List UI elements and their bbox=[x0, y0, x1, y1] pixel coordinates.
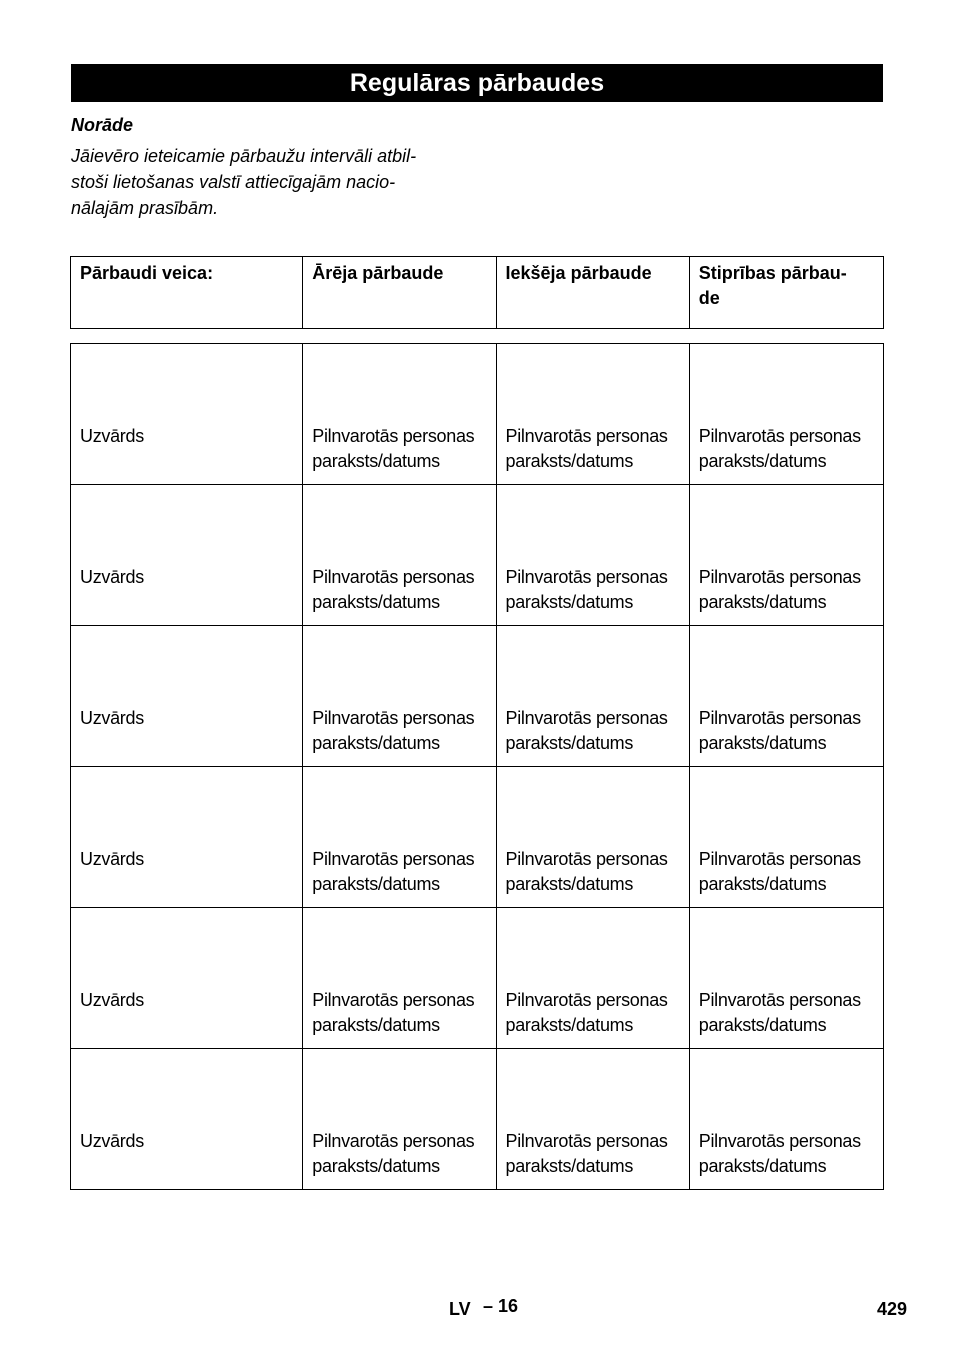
signature-label-line: paraksts/datums bbox=[505, 874, 634, 894]
surname-label: Uzvārds bbox=[80, 990, 144, 1010]
surname-cell bbox=[71, 767, 303, 908]
table-header-row bbox=[71, 257, 884, 329]
signature-label-line: paraksts/datums bbox=[312, 874, 440, 894]
header-external-inspection: Ārēja pārbaude bbox=[303, 257, 496, 329]
signature-label-line: paraksts/datums bbox=[312, 1156, 440, 1176]
signature-label-line: Pilnvarotās personas bbox=[505, 567, 668, 587]
signature-label bbox=[506, 847, 680, 907]
signature-label-line: Pilnvarotās personas bbox=[505, 1131, 668, 1151]
signature-label-line: paraksts/datums bbox=[312, 451, 440, 471]
signature-label-line: paraksts/datums bbox=[505, 592, 634, 612]
header-inspected-by: Pārbaudi veica: bbox=[71, 257, 303, 329]
signature-label bbox=[699, 847, 874, 907]
external-signature-cell bbox=[303, 908, 496, 1049]
internal-signature-cell bbox=[496, 626, 689, 767]
signature-label-line: paraksts/datums bbox=[698, 1156, 827, 1176]
signature-label-line: Pilnvarotās personas bbox=[312, 567, 475, 587]
signature-label bbox=[312, 424, 486, 484]
footer-section-page: – 16 bbox=[483, 1296, 519, 1316]
external-signature-cell bbox=[303, 344, 496, 485]
external-signature-cell bbox=[303, 626, 496, 767]
signature-label-line: Pilnvarotās personas bbox=[698, 849, 861, 869]
surname-label: Uzvārds bbox=[80, 426, 144, 446]
signature-label-line: paraksts/datums bbox=[505, 1015, 634, 1035]
signature-label bbox=[312, 847, 486, 907]
signature-label-line: Pilnvarotās personas bbox=[698, 426, 861, 446]
signature-label-line: paraksts/datums bbox=[698, 733, 827, 753]
signature-label-line: paraksts/datums bbox=[698, 1015, 827, 1035]
table-row bbox=[71, 908, 884, 1049]
external-signature-cell bbox=[303, 767, 496, 908]
signature-label-line: Pilnvarotās personas bbox=[505, 708, 668, 728]
inspection-records-table bbox=[70, 343, 884, 1190]
external-signature-cell bbox=[303, 485, 496, 626]
note-heading: Norāde bbox=[71, 115, 134, 135]
signature-label-line: Pilnvarotās personas bbox=[312, 990, 475, 1010]
signature-label bbox=[506, 988, 680, 1048]
signature-label-line: Pilnvarotās personas bbox=[698, 567, 861, 587]
signature-label bbox=[312, 1129, 486, 1189]
strength-signature-cell bbox=[689, 485, 883, 626]
signature-label-line: Pilnvarotās personas bbox=[698, 708, 861, 728]
signature-label-line: Pilnvarotās personas bbox=[505, 990, 668, 1010]
strength-signature-cell bbox=[689, 767, 883, 908]
note-line: nālajām prasībām. bbox=[71, 198, 219, 218]
signature-label bbox=[506, 565, 680, 625]
signature-label-line: Pilnvarotās personas bbox=[312, 426, 475, 446]
strength-signature-cell bbox=[689, 626, 883, 767]
signature-label bbox=[506, 706, 680, 766]
note-line: stoši lietošanas valstī attiecīgajām nacio- bbox=[71, 172, 396, 192]
page-title: Regulāras pārbaudes bbox=[71, 64, 883, 102]
footer-page-number: 429 bbox=[877, 1299, 908, 1319]
signature-label-line: paraksts/datums bbox=[505, 733, 634, 753]
signature-label-line: Pilnvarotās personas bbox=[505, 426, 668, 446]
surname-label: Uzvārds bbox=[80, 849, 144, 869]
strength-signature-cell bbox=[689, 1049, 883, 1190]
signature-label-line: paraksts/datums bbox=[505, 1156, 634, 1176]
signature-label-line: Pilnvarotās personas bbox=[312, 1131, 475, 1151]
surname-cell bbox=[71, 344, 303, 485]
table-row bbox=[71, 344, 884, 485]
signature-label-line: Pilnvarotās personas bbox=[312, 708, 475, 728]
signature-label-line: paraksts/datums bbox=[312, 1015, 440, 1035]
signature-label bbox=[699, 988, 874, 1048]
internal-signature-cell bbox=[496, 344, 689, 485]
signature-label bbox=[699, 706, 874, 766]
signature-label-line: Pilnvarotās personas bbox=[312, 849, 475, 869]
signature-label-line: paraksts/datums bbox=[698, 451, 827, 471]
inspection-header-table bbox=[70, 256, 884, 329]
external-signature-cell bbox=[303, 1049, 496, 1190]
table-row bbox=[71, 1049, 884, 1190]
internal-signature-cell bbox=[496, 767, 689, 908]
signature-label bbox=[699, 1129, 874, 1189]
surname-label: Uzvārds bbox=[80, 1131, 144, 1151]
note-line: Jāievēro ieteicamie pārbaužu intervāli atbil- bbox=[71, 146, 417, 166]
header-strength-test bbox=[689, 257, 883, 329]
signature-label-line: paraksts/datums bbox=[312, 733, 440, 753]
internal-signature-cell bbox=[496, 908, 689, 1049]
table-row bbox=[71, 626, 884, 767]
signature-label bbox=[699, 565, 874, 625]
signature-label-line: paraksts/datums bbox=[312, 592, 440, 612]
note-text bbox=[71, 143, 471, 221]
signature-label-line: paraksts/datums bbox=[698, 874, 827, 894]
signature-label bbox=[506, 1129, 680, 1189]
table-row bbox=[71, 485, 884, 626]
header-internal-inspection: Iekšēja pārbaude bbox=[496, 257, 689, 329]
signature-label bbox=[312, 706, 486, 766]
header-strength-test-line: de bbox=[698, 288, 720, 308]
surname-label: Uzvārds bbox=[80, 567, 144, 587]
surname-cell bbox=[71, 908, 303, 1049]
strength-signature-cell bbox=[689, 908, 883, 1049]
header-strength-test-line: Stiprības pārbau- bbox=[698, 263, 847, 283]
signature-label bbox=[699, 424, 874, 484]
internal-signature-cell bbox=[496, 485, 689, 626]
strength-signature-cell bbox=[689, 344, 883, 485]
signature-label-line: Pilnvarotās personas bbox=[505, 849, 668, 869]
signature-label-line: Pilnvarotās personas bbox=[698, 1131, 861, 1151]
surname-cell bbox=[71, 1049, 303, 1190]
surname-label: Uzvārds bbox=[80, 708, 144, 728]
signature-label-line: paraksts/datums bbox=[505, 451, 634, 471]
internal-signature-cell bbox=[496, 1049, 689, 1190]
surname-cell bbox=[71, 626, 303, 767]
signature-label-line: Pilnvarotās personas bbox=[698, 990, 861, 1010]
signature-label bbox=[506, 424, 680, 484]
footer-language: LV bbox=[449, 1299, 471, 1319]
signature-label bbox=[312, 988, 486, 1048]
signature-label-line: paraksts/datums bbox=[698, 592, 827, 612]
signature-label bbox=[312, 565, 486, 625]
table-row bbox=[71, 767, 884, 908]
surname-cell bbox=[71, 485, 303, 626]
